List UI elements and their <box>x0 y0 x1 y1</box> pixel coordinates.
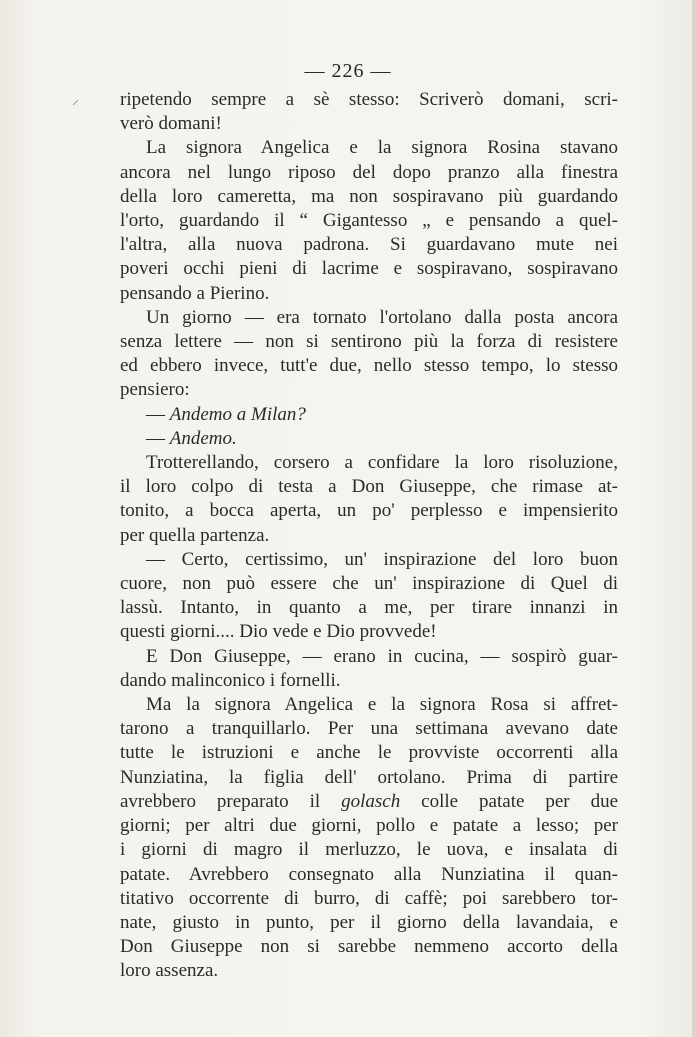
text-line: lassù. Intanto, in quanto a me, per tirare innanzi in <box>120 597 618 619</box>
text-line: l'altra, alla nuova padrona. Si guardavano mute nei <box>120 234 618 256</box>
text-line: dando malinconico i fornelli. <box>120 669 341 691</box>
text-line: poveri occhi pieni di lacrime e sospiravano, sospiravano <box>120 258 618 280</box>
text-line: verò domani! <box>120 113 222 135</box>
text-line: — Andemo. <box>146 427 237 449</box>
page-edge <box>692 0 696 1037</box>
text-line: i giorni di magro il merluzzo, le uova, e insalata di <box>120 839 618 861</box>
text-line: E Don Giuseppe, — erano in cucina, — sospirò guar- <box>146 645 618 667</box>
text-line: — Certo, certissimo, un' inspirazione del loro buon <box>146 548 618 570</box>
text-line: pensiero: <box>120 379 190 401</box>
text-line: l'orto, guardando il “ Gigantesso „ e pensando a quel- <box>120 210 618 232</box>
text-line: Un giorno — era tornato l'ortolano dalla posta ancora <box>146 306 618 328</box>
text-line: La signora Angelica e la signora Rosina stavano <box>146 137 618 159</box>
text-line: patate. Avrebbero consegnato alla Nunziatina il quan- <box>120 863 618 885</box>
text-line: nate, giusto in punto, per il giorno della lavandaia, e <box>120 911 618 933</box>
text-line: Ma la signora Angelica e la signora Rosa si affret- <box>146 694 618 716</box>
text-line: ripetendo sempre a sè stesso: Scriverò domani, scri- <box>120 89 618 110</box>
text-line: senza lettere — non si sentirono più la forza di resistere <box>120 331 618 353</box>
text-line: Trotterellando, corsero a confidare la loro risoluzione, <box>146 452 618 474</box>
text-line: Nunziatina, la figlia dell' ortolano. Prima di partire <box>120 766 618 788</box>
text-line: loro assenza. <box>120 960 219 982</box>
page-number: — 226 — <box>304 60 392 82</box>
text-line: ed ebbero invece, tutt'e due, nello stesso tempo, lo stesso <box>120 355 618 377</box>
text-line: tarono a tranquillarlo. Per una settimana avevano date <box>120 718 618 740</box>
body-text <box>120 88 618 984</box>
text-line: della loro cameretta, ma non sospiravano più guardando <box>120 185 618 207</box>
text-line: tutte le istruzioni e anche le provviste occorrenti alla <box>120 742 618 764</box>
text-line: giorni; per altri due giorni, pollo e patate a lesso; per <box>120 815 618 837</box>
text-line: pensando a Pierino. <box>120 282 270 304</box>
text-line: avrebbero preparato il golasch colle patate per due <box>120 790 618 812</box>
text-line: il loro colpo di testa a Don Giuseppe, che rimase at- <box>120 476 618 498</box>
text-line: tonito, a bocca aperta, un po' perplesso e impensierito <box>120 500 618 522</box>
text-line: questi giorni.... Dio vede e Dio provvede! <box>120 621 437 643</box>
text-line: — Andemo a Milan? <box>146 403 306 425</box>
text-line: Don Giuseppe non si sarebbe nemmeno accorto della <box>120 936 618 958</box>
text-line: titativo occorrente di burro, di caffè; poi sarebbero tor- <box>120 887 618 909</box>
text-line: cuore, non può essere che un' inspirazione di Quel di <box>120 573 618 595</box>
text-line: per quella partenza. <box>120 524 270 546</box>
margin-mark: ⸍ <box>72 98 79 114</box>
text-line: ancora nel lungo riposo del dopo pranzo alla finestra <box>120 161 618 183</box>
